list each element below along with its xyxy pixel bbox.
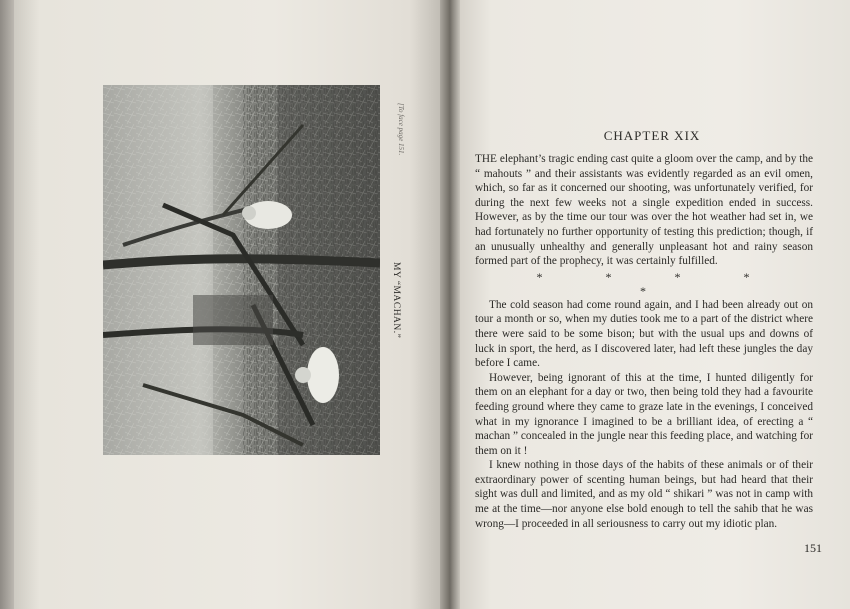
book-edge — [0, 0, 14, 609]
plate-caption: MY “MACHAN.” — [391, 261, 401, 339]
paragraph-4: I knew nothing in those days of the habits of these animals or of their extraordinary power of scenting human beings, but had heard that their sight was dull and limited, and as my old “ shikari ” was not in camp with me at the time—nor anyone else bold enough to tell the sahib that he was wrong—I proceeded in all seriousness to carry out my idiotic plan. — [475, 459, 813, 530]
chapter-body — [475, 152, 813, 531]
paragraph-2: The cold season had come round again, and I had been already out on tour a month or so, when my duties took me to a part of the district where there were said to be some bison; but with the usual ups and downs of luck in sport, the herd, as I discovered later, had left these jungles the day before I came. — [475, 298, 813, 370]
paragraph-3: However, being ignorant of this at the time, I hunted diligently for them on an elephant for a day or two, then being told they had a favourite feeding ground where they came to graze late in the evenings, I conceived what in my ignorance I imagined to be a brilliant idea, of erecting a “ machan ” concealed in the jungle near this feeding place, and watching for them on it ! — [475, 371, 813, 457]
facing-page-note: [To face page 151. — [397, 102, 405, 156]
book-gutter — [440, 0, 462, 609]
jungle-photograph — [103, 85, 380, 455]
section-separator: * * * * * — [536, 269, 780, 298]
chapter-title: CHAPTER XIX — [603, 128, 701, 143]
page-number: 151 — [804, 541, 822, 555]
photo-plate — [103, 85, 380, 455]
paragraph-1: THE elephant’s tragic ending cast quite a gloom over the camp, and by the “ mahouts ” and their assistants was evidently regarded as an evil omen, which, so far as it concerned our shooting, was unfortunately verified, for during the next few weeks not a single expedition ended in success. However, as by the time our tour was over the hot weather had set in, we had fortunately no further opportunity of testing this prediction; though, if an unusually unhealthy and generally unpleasant hot and rainy season formed part of the prophecy, it was certainly fulfilled. — [475, 153, 813, 268]
